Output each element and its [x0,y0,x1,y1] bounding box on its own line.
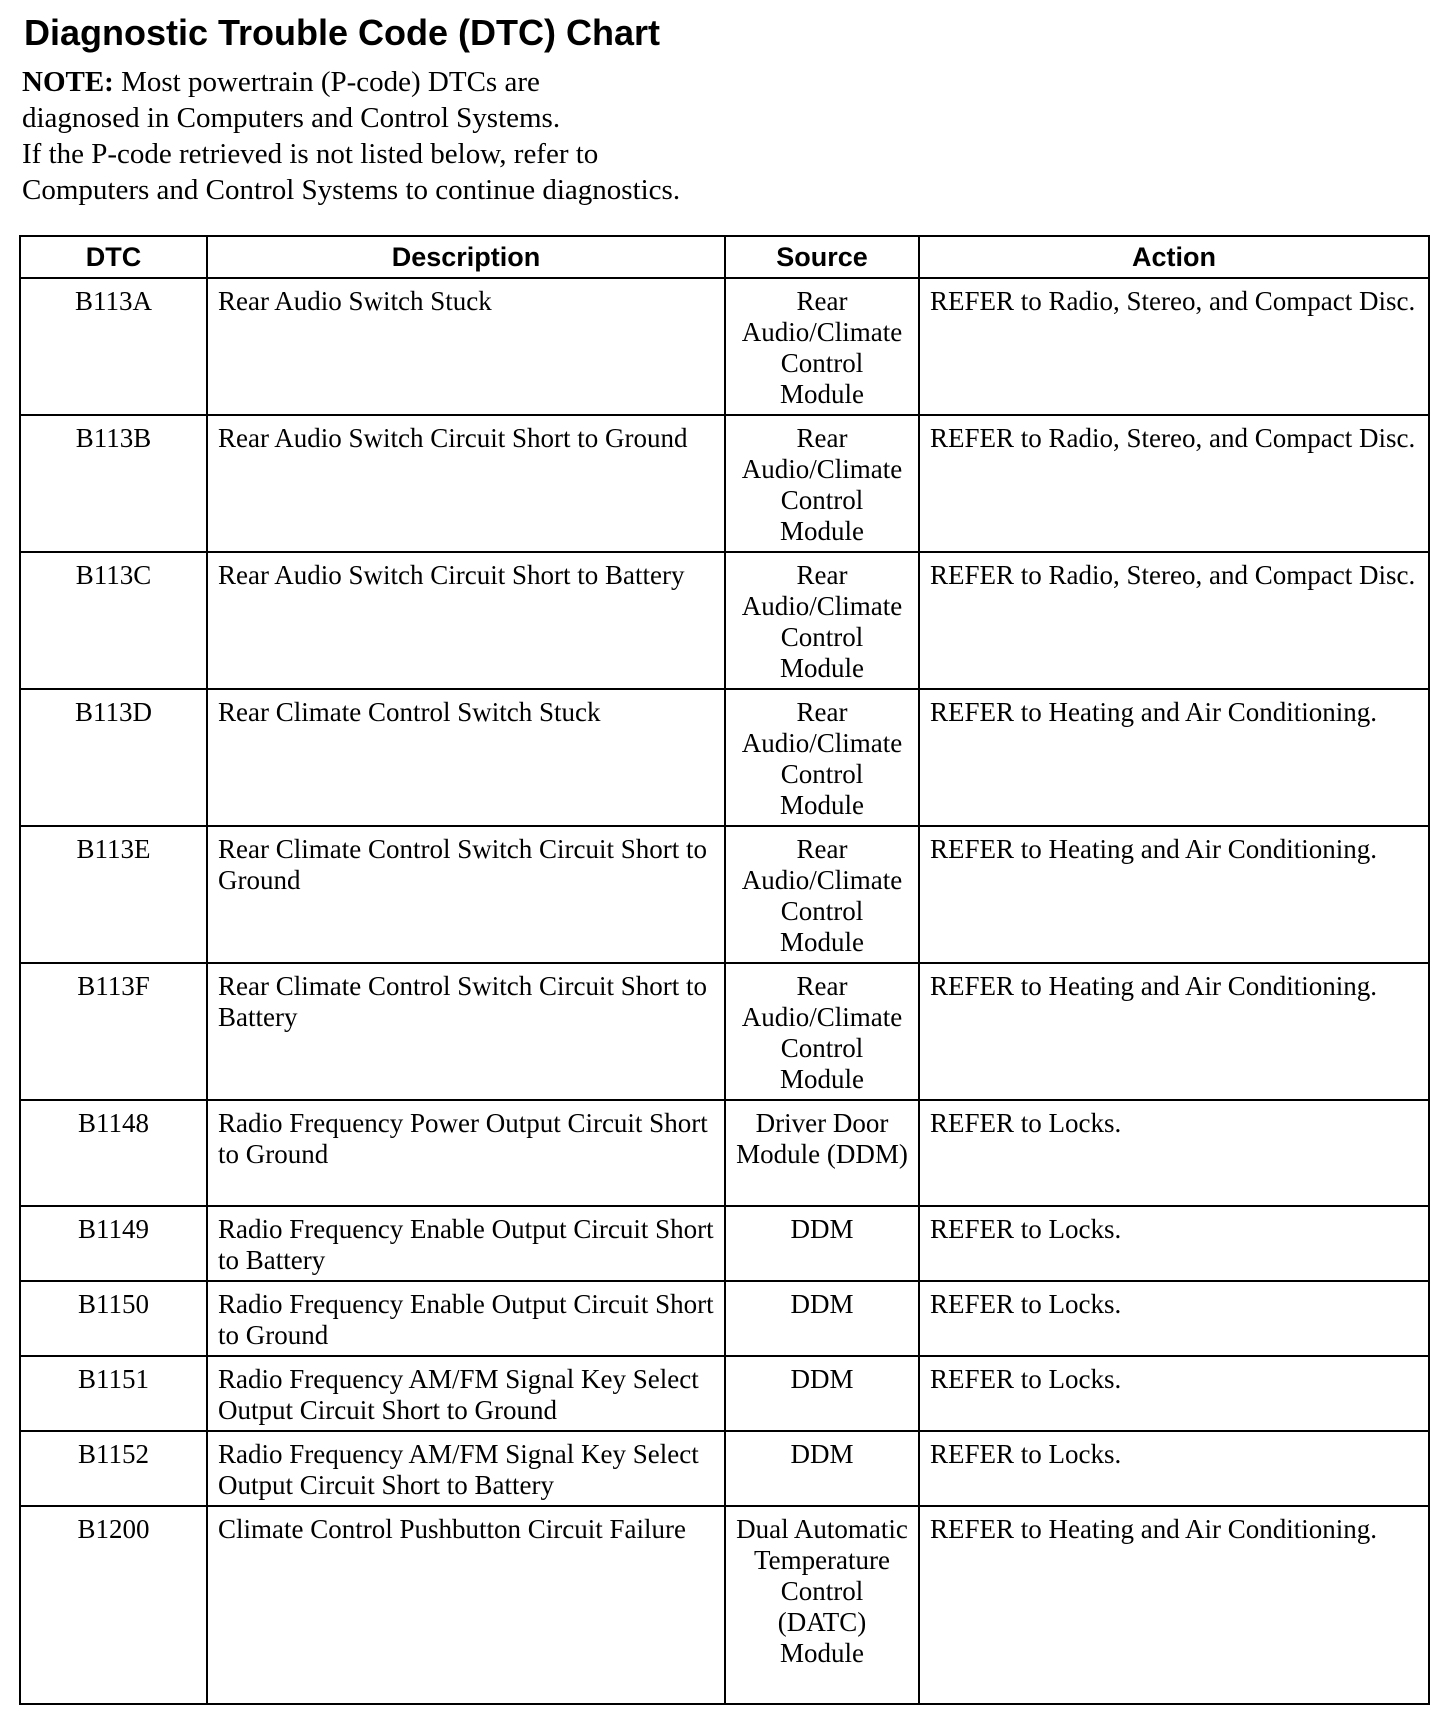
dtc-table [19,235,1430,1705]
table-row [20,552,1429,689]
dtc-source: Rear Audio/Climate Control Module [725,689,919,826]
dtc-action: REFER to Radio, Stereo, and Compact Disc. [919,278,1429,415]
dtc-action: REFER to Heating and Air Conditioning. [919,689,1429,826]
table-header-row [20,236,1429,278]
dtc-action: REFER to Locks. [919,1356,1429,1431]
note-block [22,64,742,208]
note-label: NOTE: [22,66,114,98]
table-row [20,826,1429,963]
table-row [20,689,1429,826]
table-row [20,1281,1429,1356]
dtc-source: Rear Audio/Climate Control Module [725,415,919,552]
dtc-action: REFER to Locks. [919,1100,1429,1206]
dtc-source: DDM [725,1431,919,1506]
dtc-code: B113B [20,415,207,552]
dtc-action: REFER to Locks. [919,1431,1429,1506]
dtc-description: Rear Audio Switch Stuck [207,278,725,415]
table-row [20,278,1429,415]
dtc-code: B1150 [20,1281,207,1356]
dtc-description: Radio Frequency Enable Output Circuit Short to Ground [207,1281,725,1356]
table-row [20,1356,1429,1431]
dtc-source: DDM [725,1356,919,1431]
note-text-1: Most powertrain (P-code) DTCs are [113,66,540,98]
dtc-action: REFER to Radio, Stereo, and Compact Disc. [919,552,1429,689]
dtc-source: DDM [725,1206,919,1281]
table-row [20,1506,1429,1704]
dtc-source: Driver Door Module (DDM) [725,1100,919,1206]
dtc-action: REFER to Locks. [919,1281,1429,1356]
dtc-source: Dual Automatic Temperature Control (DATC) Module [725,1506,919,1704]
dtc-description: Radio Frequency Power Output Circuit Short to Ground [207,1100,725,1206]
dtc-description: Radio Frequency Enable Output Circuit Short to Battery [207,1206,725,1281]
header-action: Action [919,236,1429,278]
table-row [20,1206,1429,1281]
table-row [20,963,1429,1100]
dtc-action: REFER to Locks. [919,1206,1429,1281]
header-description: Description [207,236,725,278]
dtc-code: B1151 [20,1356,207,1431]
dtc-description: Radio Frequency AM/FM Signal Key Select Output Circuit Short to Ground [207,1356,725,1431]
header-source: Source [725,236,919,278]
table-row [20,1431,1429,1506]
note-line-4: Computers and Control Systems to continue diagnostics. [22,174,681,206]
note-line-1 [22,64,742,100]
dtc-description: Radio Frequency AM/FM Signal Key Select Output Circuit Short to Battery [207,1431,725,1506]
dtc-code: B1148 [20,1100,207,1206]
dtc-description: Rear Climate Control Switch Stuck [207,689,725,826]
dtc-description: Rear Audio Switch Circuit Short to Battery [207,552,725,689]
dtc-code: B113E [20,826,207,963]
dtc-action: REFER to Heating and Air Conditioning. [919,826,1429,963]
dtc-source: Rear Audio/Climate Control Module [725,278,919,415]
dtc-description: Rear Audio Switch Circuit Short to Ground [207,415,725,552]
dtc-description: Climate Control Pushbutton Circuit Failure [207,1506,725,1704]
dtc-description: Rear Climate Control Switch Circuit Short to Ground [207,826,725,963]
header-dtc: DTC [20,236,207,278]
note-line-2: diagnosed in Computers and Control Systems. [22,102,561,134]
dtc-code: B113C [20,552,207,689]
dtc-source: Rear Audio/Climate Control Module [725,826,919,963]
dtc-source: DDM [725,1281,919,1356]
page-title: Diagnostic Trouble Code (DTC) Chart [24,12,661,53]
dtc-code: B1152 [20,1431,207,1506]
dtc-source: Rear Audio/Climate Control Module [725,552,919,689]
dtc-description: Rear Climate Control Switch Circuit Short to Battery [207,963,725,1100]
dtc-code: B1149 [20,1206,207,1281]
table-row [20,1100,1429,1206]
dtc-code: B113F [20,963,207,1100]
dtc-code: B113D [20,689,207,826]
dtc-action: REFER to Heating and Air Conditioning. [919,1506,1429,1704]
note-line-3: If the P-code retrieved is not listed below, refer to [22,138,599,170]
dtc-source: Rear Audio/Climate Control Module [725,963,919,1100]
dtc-code: B113A [20,278,207,415]
dtc-code: B1200 [20,1506,207,1704]
table-row [20,415,1429,552]
dtc-action: REFER to Heating and Air Conditioning. [919,963,1429,1100]
dtc-action: REFER to Radio, Stereo, and Compact Disc. [919,415,1429,552]
